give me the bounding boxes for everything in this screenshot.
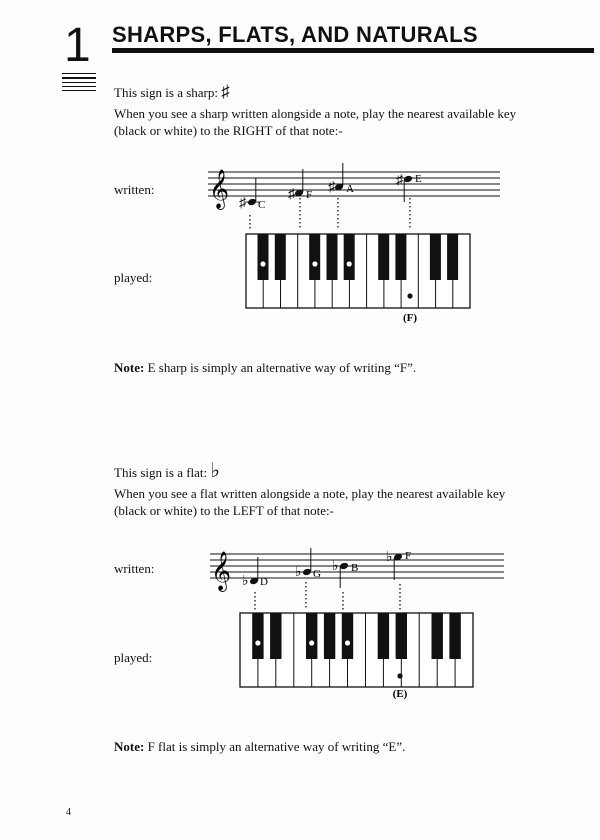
- played-key-dot: [345, 640, 350, 645]
- flat-sign-icon: ♭: [210, 460, 220, 482]
- flat-accidental-icon: ♭: [295, 565, 302, 580]
- chapter-number-rules: [62, 73, 96, 94]
- sharp-description-line2: (black or white) to the RIGHT of that note:-: [114, 123, 343, 138]
- flat-accidental-icon: ♭: [386, 550, 393, 565]
- treble-clef-icon: 𝄞: [209, 171, 230, 208]
- flat-note-label-g: G: [313, 568, 321, 580]
- flat-description-line2: (black or white) to the LEFT of that note:-: [114, 503, 334, 518]
- played-key-dot: [312, 261, 317, 266]
- sharp-note-label: Note:: [114, 360, 145, 375]
- played-key-dot: [347, 261, 352, 266]
- title-rule: [112, 48, 594, 53]
- flat-accidental-icon: ♭: [242, 574, 249, 589]
- sharp-diagram: [200, 160, 510, 330]
- sharp-intro-text: This sign is a sharp:: [114, 85, 218, 100]
- flat-keyboard: [240, 613, 473, 687]
- flat-intro: [114, 462, 220, 482]
- flat-played-label: played:: [114, 650, 153, 665]
- played-key-dot: [255, 640, 260, 645]
- sharp-note-label-c: C: [258, 199, 266, 211]
- flat-played-key-label: (E): [392, 688, 408, 700]
- flat-written-label: written:: [114, 561, 155, 576]
- flat-note-label-b: B: [351, 562, 359, 574]
- sharp-note-label-a: A: [346, 183, 354, 195]
- sharp-accidental-icon: ♯: [328, 180, 335, 195]
- flat-note: [114, 737, 405, 756]
- flat-intro-text: This sign is a flat:: [114, 465, 208, 480]
- sharp-note: [114, 358, 416, 377]
- flat-note-label-d: D: [260, 576, 268, 588]
- sharp-staff: [208, 172, 500, 196]
- played-key-dot: [407, 293, 412, 298]
- page-number: 4: [66, 807, 71, 818]
- sharp-played-key-label: (F): [402, 312, 418, 324]
- sharp-note-label-f: F: [306, 189, 313, 201]
- sharp-written-label: written:: [114, 182, 155, 197]
- played-key-dot: [260, 261, 265, 266]
- flat-note-text: F flat is simply an alternative way of writing “E”.: [147, 739, 406, 754]
- played-key-dot: [397, 673, 402, 678]
- sharp-played-label: played:: [114, 270, 153, 285]
- flat-description-line1: When you see a flat written alongside a note, play the nearest available key: [114, 486, 506, 501]
- page-title: SHARPS, FLATS, AND NATURALS: [112, 22, 478, 47]
- sharp-intro: [114, 82, 230, 102]
- chapter-number: 1: [64, 19, 91, 72]
- sharp-keyboard: [246, 234, 470, 308]
- sharp-accidental-icon: ♯: [239, 196, 246, 211]
- sharp-description-line1: When you see a sharp written alongside a note, play the nearest available key: [114, 106, 517, 121]
- flat-note-label: Note:: [114, 739, 145, 754]
- sharp-note-text: E sharp is simply an alternative way of writing “F”.: [147, 360, 417, 375]
- flat-accidental-icon: ♭: [332, 559, 339, 574]
- sharp-accidental-icon: ♯: [396, 173, 403, 188]
- treble-clef-icon: 𝄞: [211, 553, 232, 590]
- sharp-sign-icon: ♯: [221, 82, 230, 101]
- sharp-accidental-icon: ♯: [288, 187, 295, 202]
- played-key-dot: [309, 640, 314, 645]
- flat-note-label-f: F: [405, 550, 412, 562]
- flat-diagram: [200, 540, 510, 705]
- sharp-note-label-e: E: [415, 173, 422, 185]
